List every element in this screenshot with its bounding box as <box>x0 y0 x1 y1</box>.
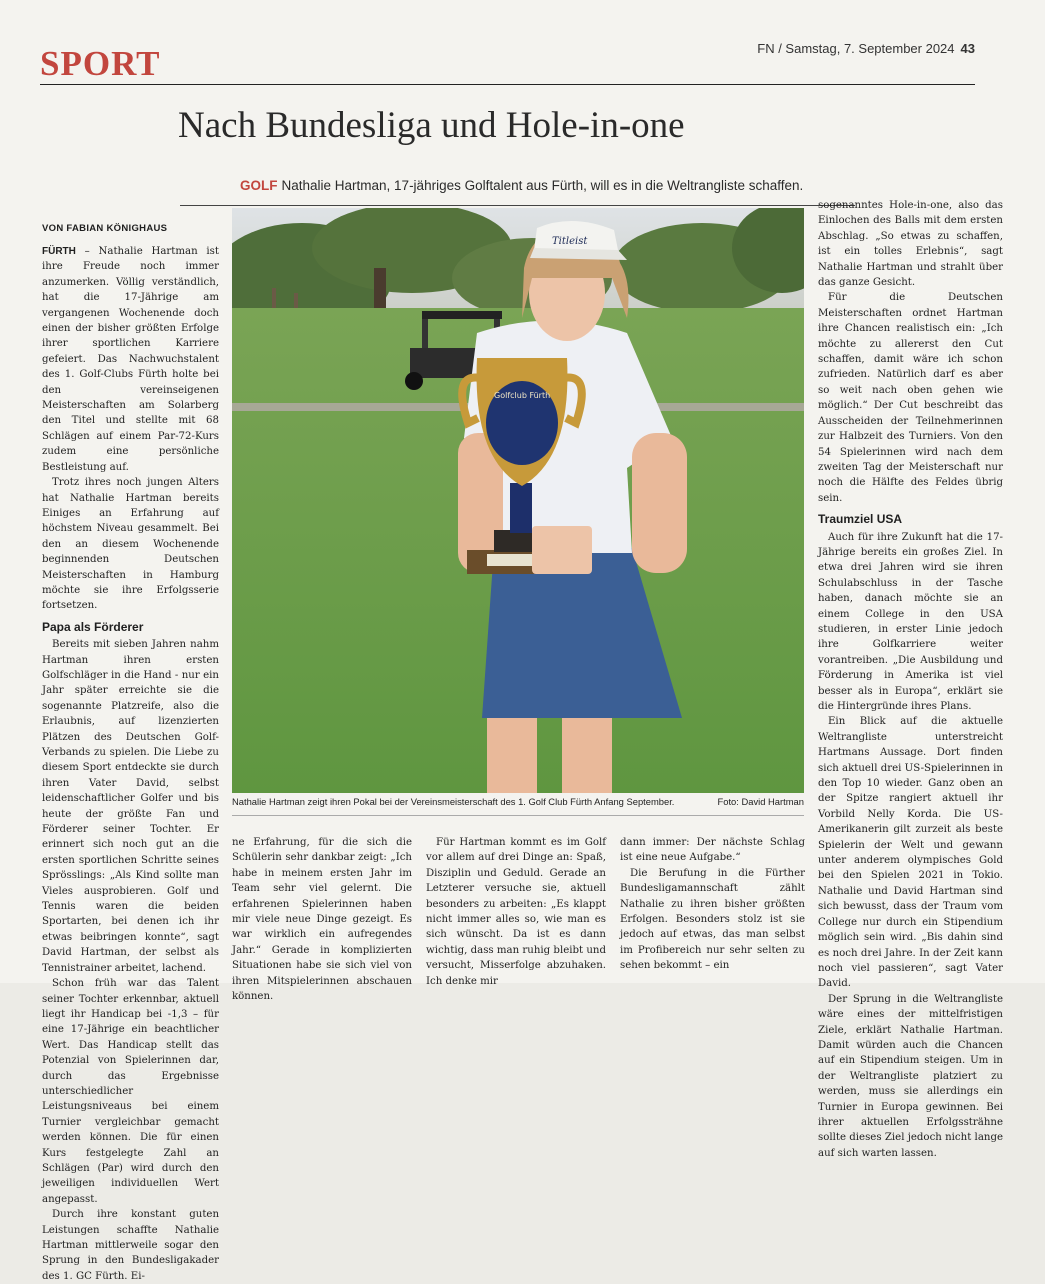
article-column-3 <box>426 835 606 989</box>
paragraph: Für Hartman kommt es im Golf vor allem auf drei Dinge an: Spaß, Disziplin und Geduld. Gerade an Letzterer versuche sie, aktuell besonders zu arbeiten: „Es klappt nicht immer alles so, wie man es sich wünscht. Da ist es dann wichtig, dass man ruhig bleibt und versucht, Misserfolge abzuhaken. Ich denke mir <box>426 837 606 987</box>
caption-rule <box>232 815 804 816</box>
subheadline <box>240 178 803 193</box>
article-column-1 <box>42 244 219 1284</box>
caption-text: Nathalie Hartman zeigt ihren Pokal bei der Vereinsmeisterschaft des 1. Golf Club Fürth Anfang September. <box>232 796 675 807</box>
golf-photo <box>232 208 804 793</box>
paragraph-text: – Nathalie Hartman ist ihre Freude noch immer anzumerken. Völlig verständlich, hat die 17-Jährige am vergangenen Wochenende doch einen der bisher größten Erfolge ihrer sportlichen Karriere gefeiert. Das Nachwuchstalent des 1. Golf-Clubs Fürth holte bei den vereinseigenen Meisterschaften am Solarberg den Titel und stellte mit 68 Schlägen auf einem Par-72-Kurs zudem eine persönliche Bestleistung auf. <box>42 246 219 473</box>
paragraph: sogenanntes Hole-in-one, also das Einlochen des Balls mit dem ersten Abschlag. „So etwas zu schaffen, ist ein tolles Erlebnis“, sagt Nathalie Hartman und strahlt über das ganze Gesicht. <box>818 200 1003 289</box>
subheading: Traumziel USA <box>818 512 903 527</box>
paragraph: dann immer: Der nächste Schlag ist eine neue Aufgabe.“ <box>620 837 805 864</box>
paragraph: Auch für ihre Zukunft hat die 17-Jährige bereits ein großes Ziel. In etwa drei Jahren wird sie ihren Schulabschluss in der Tasche haben, danach möchte sie an einem College in den USA studieren, in erster Linie jedoch ihre Golfkarriere weiter vorantreiben. „Die Ausbildung und Förderung in Amerika ist viel besser als in Europa“, erklärt sie die Hintergründe ihres Plans. <box>818 531 1003 712</box>
paragraph: Ein Blick auf die aktuelle Weltrangliste unterstreicht Hartmans Aussage. Dort finden sich aktuell drei US-Spielerinnen in den Top 10 wieder. Ganz oben an der Spitze rangiert aktuell ihr Vorbild Nelly Korda. Die US-Amerikanerin gilt zurzeit als beste Spielerin der Welt und gewann unter anderem olympisches Gold bei den Spielen 2021 in Tokio. Nathalie und David Hartman sind sich bewusst, dass der Traum vom College nur durch ein Stipendium möglich sein wird. „Bis dahin sind es noch drei Jahre. In der Zeit kann noch viel passieren“, sagt Vater David. <box>818 716 1003 990</box>
article-photo <box>232 208 804 793</box>
paragraph: Für die Deutschen Meisterschaften ordnet Hartman ihre Chancen realistisch ein: „Ich möchte zu allererst den Cut schaffen, damit wäre ich schon zufrieden. Natürlich darf es aber so weit nach oben gehen wie möglich.“ Der Cut beschreibt das Ausscheiden der Teilnehmerinnen zur Halbzeit des Turniers. Von den 54 Spielerinnen wird nach dem zweiten Tag der Meisterschaft nur noch die Hälfte des Feldes übrig sein. <box>818 292 1003 504</box>
paragraph: Der Sprung in die Weltrangliste wäre eines der mittelfristigen Ziele, erklärt Nathalie Hartman. Damit würden auch die Chancen auf ein Stipendium steigen. Um in der Weltrangliste platziert zu werden, muss sie allerdings ein Turnier in Europa gewinnen. Bei ihrer aktuellen Erfolgssträhne sollte dieses Ziel jedoch nicht lange auf sich warten lassen. <box>818 993 1003 1159</box>
photo-credit: Foto: David Hartman <box>717 796 804 807</box>
subheadline-text: Nathalie Hartman, 17-jähriges Golftalent aus Fürth, will es in die Weltrangliste schaffen. <box>281 178 804 193</box>
article-column-2 <box>232 835 412 1004</box>
dateline-location: FÜRTH <box>42 246 76 257</box>
headline: Nach Bundesliga und Hole-in-one <box>178 105 685 146</box>
dateline <box>757 41 975 56</box>
trophy-engraving: Golfclub Fürth <box>494 391 551 400</box>
page-number: 43 <box>960 41 975 56</box>
paragraph: Trotz ihres noch jungen Alters hat Nathalie Hartman bereits Einiges an Erfahrung auf höchstem Niveau gesammelt. Bei den an diesem Wochenende beginnenden Deutschen Meisterschaften in Hamburg möchte sie ihre Erfolgsserie fortsetzen. <box>42 477 219 612</box>
paragraph: Die Berufung in die Fürther Bundesligamannschaft zählt Nathalie zu ihren bisher größten Erfolgen. Besonders stolz ist sie jedoch auf etwas, das man selbst im Profibereich nur sehr selten zu sehen bekommt – ein <box>620 867 805 972</box>
subheadline-rule <box>180 205 855 206</box>
paragraph: ne Erfahrung, für die sich die Schülerin sehr dankbar zeigt: „Ich habe in meinem ersten Jahr im Team sehr viel gelernt. Die erfahrenen Spielerinnen haben mir viele neue Dinge gezeigt. Es war wirklich ein aufregendes Jahr.“ Gerade in komplizierten Situationen habe sie sich viel von ihren Mitspielerinnen abschauen können. <box>232 837 412 1003</box>
article-column-5 <box>818 198 1003 1161</box>
issue-date: FN / Samstag, 7. September 2024 <box>757 41 955 56</box>
header-rule <box>40 84 975 85</box>
kicker: GOLF <box>240 178 278 193</box>
paragraph: Durch ihre konstant guten Leistungen schaffte Nathalie Hartman mittlerweile sogar den Sprung in den Bundesligakader des 1. GC Fürth. Ei- <box>42 1209 219 1282</box>
byline: VON FABIAN KÖNIGHAUS <box>42 223 168 234</box>
paragraph: Schon früh war das Talent seiner Tochter erkennbar, aktuell liegt ihr Handicap bei -1,3 – für eine 17-Jährige ein beachtlicher Wert. Das Handicap stellt das Potenzial von Spielerinnen dar, durch das Ergebnisse unterschiedlicher Leistungsniveaus bei einem Turnier vergleichbar gemacht werden können. Die für einen Kurs festgelegte Zahl an Schlägen (Par) wird durch den jeweiligen individuellen Wert angepasst. <box>42 978 219 1205</box>
article-column-4 <box>620 835 805 974</box>
paragraph: Bereits mit sieben Jahren nahm Hartman ihren ersten Golfschläger in die Hand - nur ein Jahr später erreichte sie die sogenannte Platzreife, also die Erlaubnis, auf lizenzierten Plätzen des Deutschen Golf-Verbands zu spielen. Die Liebe zu diesem Sport entdeckte sie durch ihren Vater David, selbst leidenschaftlicher Golfer und bis heute der größte Fan und Förderer seiner Tochter. Er erinnert sich noch gut an die ersten sportlichen Schritte seines Sprösslings: „Als Kind sollte man Vieles ausprobieren. Golf und Tennis waren die beiden Sportarten, bei denen ich ihr etwas beibringen konnte“, sagt David Hartman, der selbst als Tennistrainer arbeitet, lachend. <box>42 639 219 974</box>
section-title: SPORT <box>40 44 161 83</box>
paragraph <box>42 244 219 475</box>
photo-caption <box>232 796 804 807</box>
cap-logo: Titleist <box>552 236 588 247</box>
subheading: Papa als Förderer <box>42 619 144 634</box>
